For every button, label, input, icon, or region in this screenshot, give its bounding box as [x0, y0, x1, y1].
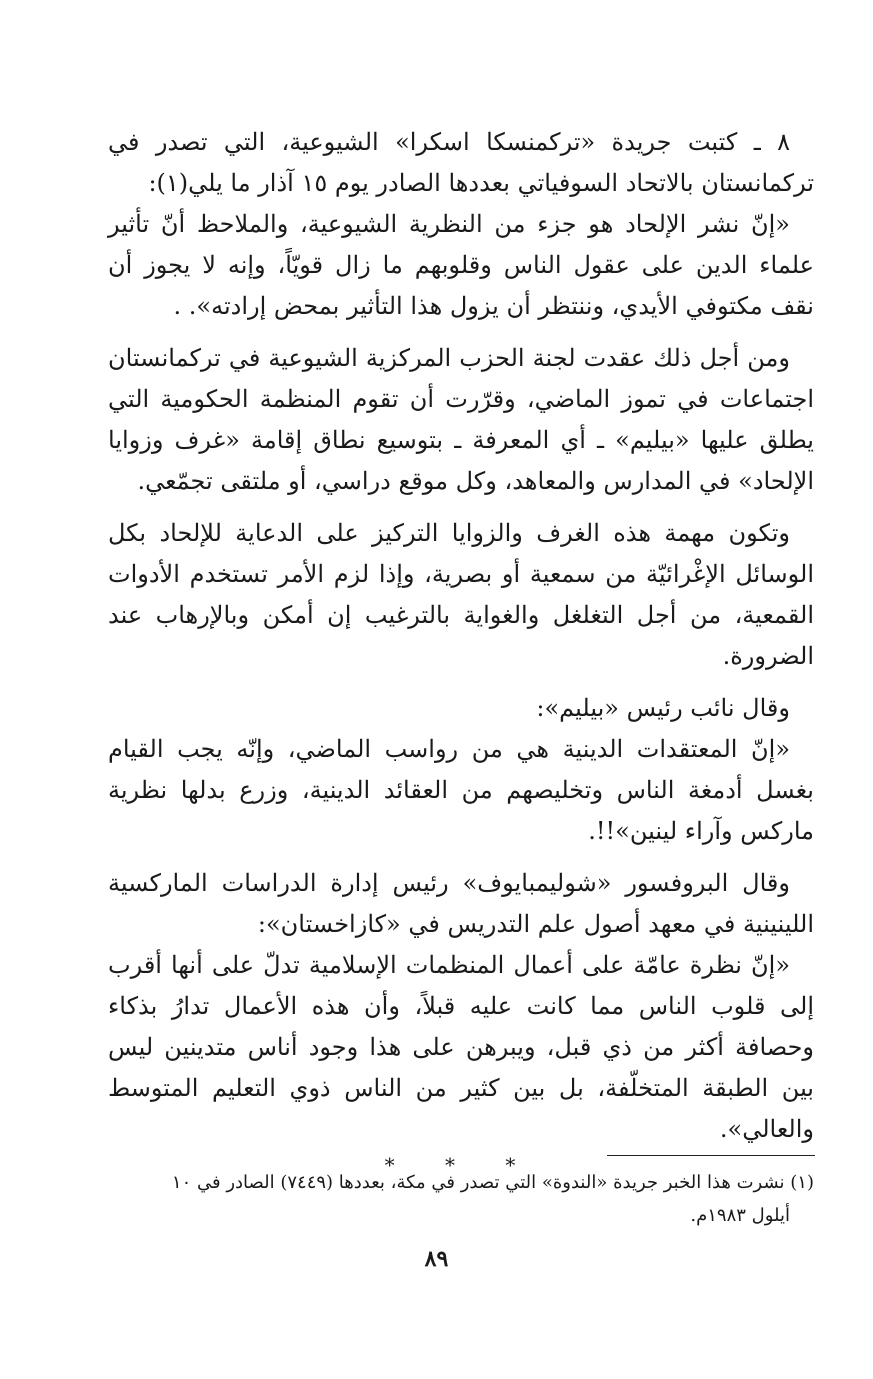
paragraph-rooms-mission: وتكون مهمة هذه الغرف والزوايا التركيز على الدعاية للإلحاد بكل الوسائل الإغْرائيّة من سمعية أو بصرية، وإذا لزم الأمر تستخدم الأدوات القمعية، من أجل التغلغل والغواية بالترغيب إن أمكن وبالإرهاب عند الضرورة.	[108, 519, 814, 670]
paragraph-item-8: ٨ ـ كتبت جريدة «تركمنسكا اسكرا» الشيوعية، التي تصدر في تركمانستان بالاتحاد السوفياتي بعددها الصادر يوم ١٥ آذار ما يلي(١):	[108, 128, 814, 197]
section-separator: * * *	[384, 1153, 538, 1177]
body-text	[108, 122, 814, 1178]
page-number: ٨٩	[424, 1246, 449, 1272]
quote-deputy: «إنّ المعتقدات الدينية هي من رواسب الماضي، وإنّه يجب القيام بغسل أدمغة الناس وتخليصهم من العقائد الدينية، وزرع بدلها نظرية ماركس وآراء لينين»!!.	[108, 735, 814, 845]
footnote-line-1: (١) نشرت هذا الخبر جريدة «الندوة» التي تصدر في مكة، بعددها (٧٤٤٩) الصادر في ١٠	[171, 1172, 814, 1193]
paragraph-committee-meetings: ومن أجل ذلك عقدت لجنة الحزب المركزية الشيوعية في تركمانستان اجتماعات في تموز الماضي، وقرّرت أن تقوم المنظمة الحكومية التي يطلق عليها «بيليم» ـ أي المعرفة ـ بتوسيع نطاق إقامة «غرف وزوايا الإلحاد» في المدارس والمعاهد، وكل موقع دراسي، أو ملتقى تجمّعي.	[108, 344, 814, 495]
paragraph-deputy-said: وقال نائب رئيس «بيليم»:	[536, 694, 790, 722]
quote-professor: «إنّ نظرة عامّة على أعمال المنظمات الإسلامية تدلّ على أنها أقرب إلى قلوب الناس مما كانت عليه قبلاً، وأن هذه الأعمال تدارُ بذكاء وحصافة أكثر من ذي قبل، ويبرهن على هذا وجود أناس متدينين ليس بين الطبقة المتخلّفة، بل بين كثير من الناس ذوي التعليم المتوسط والعالي».	[108, 951, 814, 1143]
paragraph-professor-said: وقال البروفسور «شوليمبايوف» رئيس إدارة الدراسات الماركسية اللينينية في معهد أصول علم التدريس في «كازاخستان»:	[108, 869, 814, 938]
footnote-line-2: أيلول ١٩٨٣م.	[690, 1205, 790, 1226]
quote-atheism-spread: «إنّ نشر الإلحاد هو جزء من النظرية الشيوعية، والملاحظ أنّ تأثير علماء الدين على عقول الناس وقلوبهم ما زال قويّاً، وإنه لا يجوز أن نقف مكتوفي الأيدي، وننتظر أن يزول هذا التأثير بمحض إرادته». .	[108, 210, 814, 320]
footnote-divider	[607, 1155, 815, 1156]
footnote	[108, 1166, 814, 1232]
